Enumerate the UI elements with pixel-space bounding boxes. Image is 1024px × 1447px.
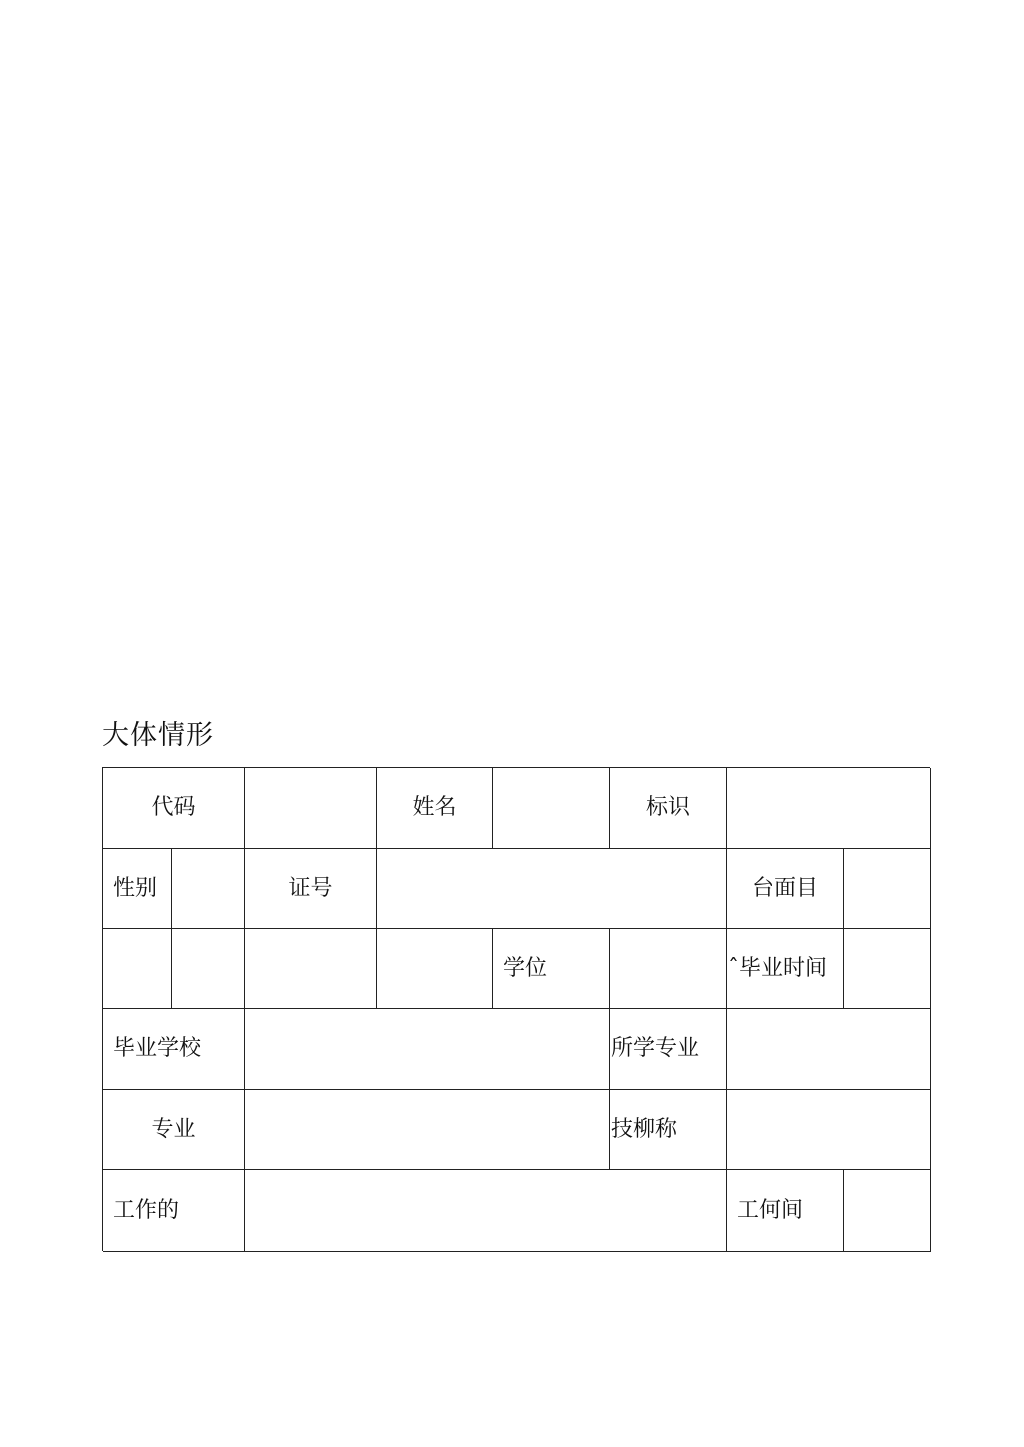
label-studied-major (610, 1009, 727, 1090)
field-id-no[interactable] (377, 849, 727, 929)
field-row3-b[interactable] (172, 929, 245, 1009)
label-code (103, 768, 245, 849)
field-school[interactable] (245, 1009, 610, 1090)
label-gender-text: 性别 (113, 875, 158, 901)
label-major-text: 专业 (151, 1116, 196, 1142)
label-id-no (245, 849, 377, 929)
field-work-unit[interactable] (245, 1170, 727, 1252)
label-work-time-text: 工何间 (737, 1197, 804, 1223)
field-tech-title[interactable] (727, 1090, 931, 1170)
section-title: 大体情形 (102, 720, 214, 751)
label-tech-title (610, 1090, 727, 1170)
field-gender[interactable] (172, 849, 245, 929)
label-name (377, 768, 493, 849)
label-school (103, 1009, 245, 1090)
field-degree[interactable] (610, 929, 727, 1009)
field-row3-a[interactable] (103, 929, 172, 1009)
label-grad-time (727, 929, 844, 1009)
field-name[interactable] (493, 768, 610, 849)
field-studied-major[interactable] (727, 1009, 931, 1090)
label-major (103, 1090, 245, 1170)
field-grad-time[interactable] (844, 929, 931, 1009)
label-mark (610, 768, 727, 849)
label-degree-text: 学位 (503, 955, 548, 981)
label-gender (103, 849, 172, 929)
basic-info-form (102, 767, 930, 1251)
label-id-no-text: 证号 (288, 875, 333, 901)
field-major[interactable] (245, 1090, 610, 1170)
field-row3-d[interactable] (377, 929, 493, 1009)
field-code[interactable] (245, 768, 377, 849)
field-mark[interactable] (727, 768, 931, 849)
label-name-text: 姓名 (412, 795, 457, 820)
label-grad-time-text: ˆ毕业时间 (728, 955, 828, 981)
label-desk-text: 台面目 (751, 875, 818, 901)
field-work-time[interactable] (844, 1170, 931, 1252)
label-work-unit (103, 1170, 245, 1252)
label-work-unit-text: 工作的 (113, 1197, 180, 1223)
label-code-text: 代码 (151, 795, 196, 820)
label-studied-major-text: 所学专业 (611, 1036, 700, 1061)
label-desk (727, 849, 844, 929)
label-tech-title-text: 技柳称 (611, 1116, 678, 1142)
label-school-text: 毕业学校 (113, 1036, 202, 1061)
field-row3-c[interactable] (245, 929, 377, 1009)
label-mark-text: 标识 (645, 795, 690, 820)
label-work-time (727, 1170, 844, 1252)
field-desk[interactable] (844, 849, 931, 929)
label-degree (493, 929, 610, 1009)
